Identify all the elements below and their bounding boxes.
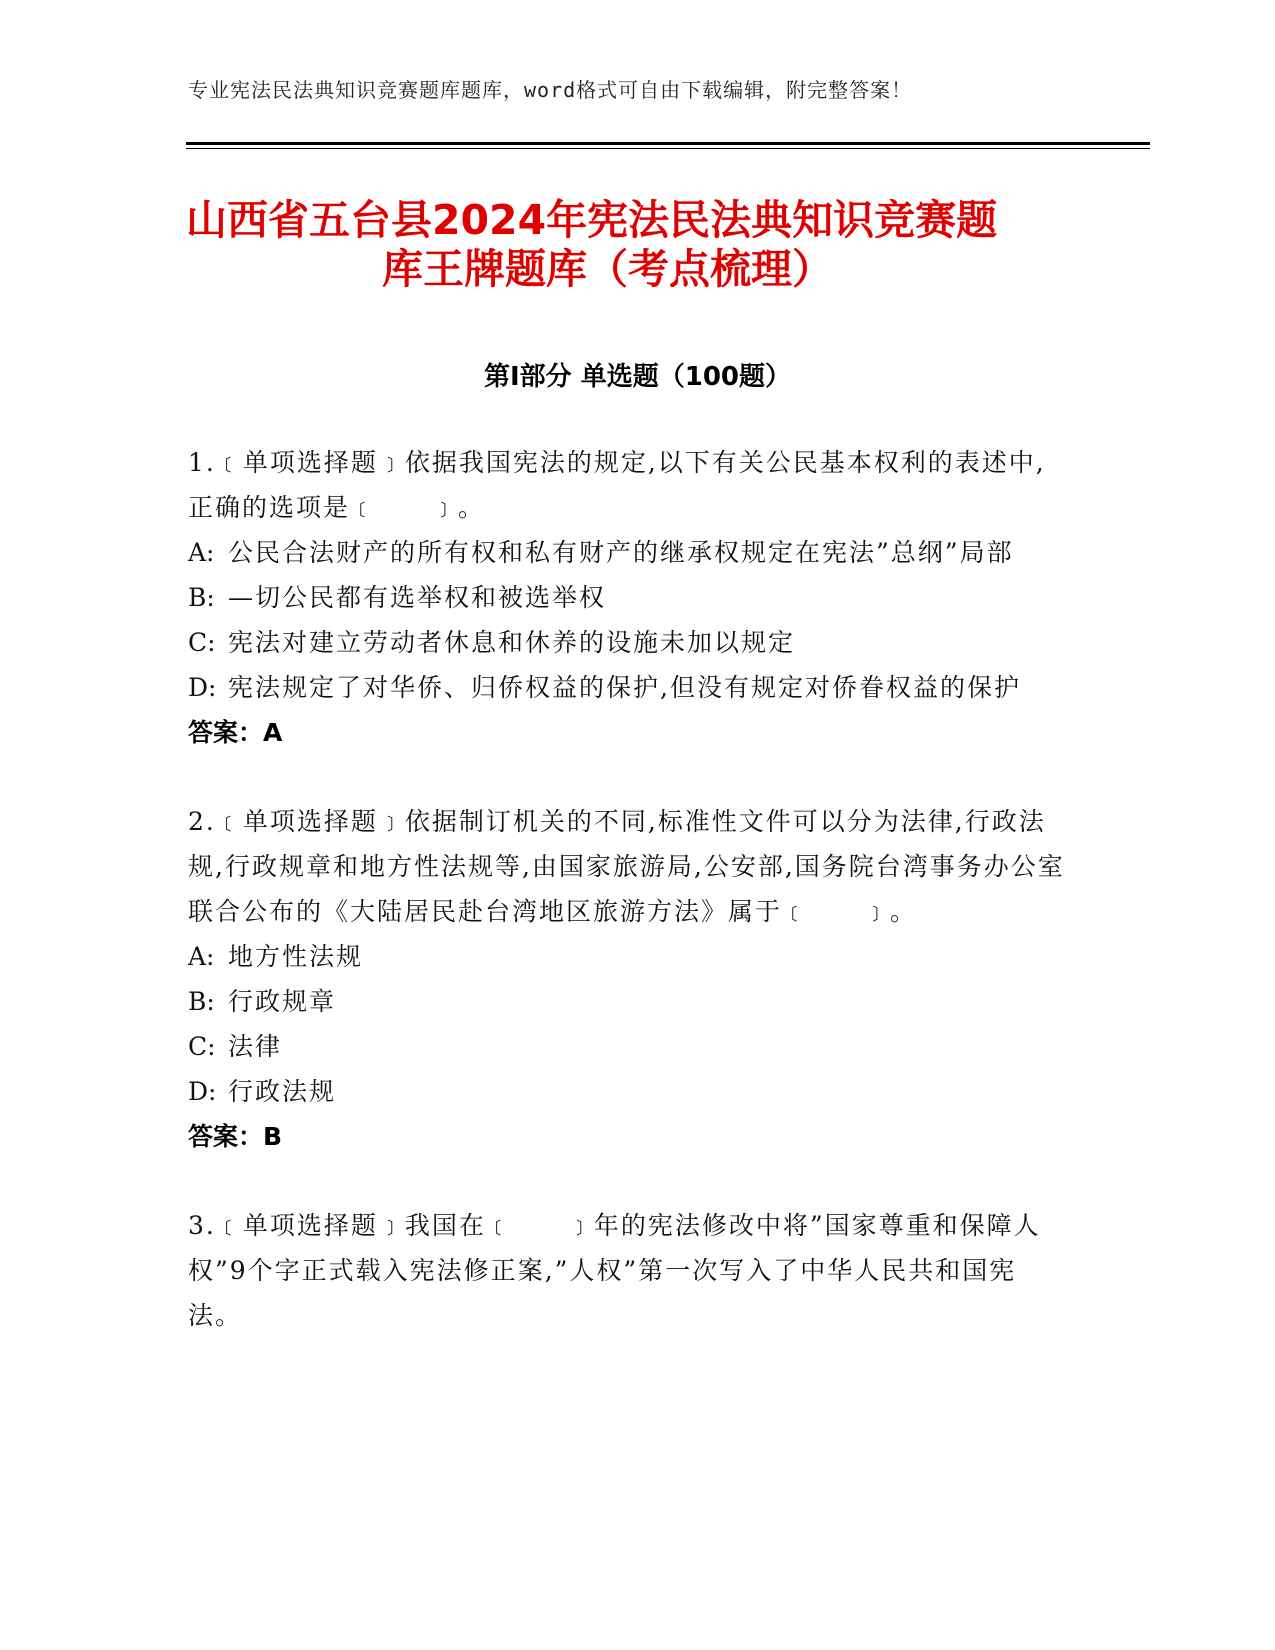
option-text: —切公民都有选举权和被选举权 — [228, 583, 607, 612]
option-text: 宪法规定了对华侨、归侨权益的保护,但没有规定对侨眷权益的保护 — [228, 673, 1021, 702]
answer-line: 答案：A — [188, 718, 283, 747]
option-text: 地方性法规 — [228, 942, 364, 971]
header-note: 专业宪法民法典知识竞赛题库题库，word格式可自由下载编辑，附完整答案！ — [188, 78, 913, 102]
header-rule-thick — [186, 142, 1150, 145]
option-text: 行政法规 — [228, 1077, 337, 1106]
option-d — [188, 1069, 1068, 1114]
document-title-line-2: 库王牌题库（考点梳理） — [382, 245, 833, 293]
option-key: B: — [188, 987, 215, 1016]
question-stem: 2.﹝单项选择题﹞依据制订机关的不同,标准性文件可以分为法律,行政法规,行政规章和地方性法规等,由国家旅游局,公安部,国务院台湾事务办公室联合公布的《大陆居民赴台湾地区旅游方法》属于﹝ ﹞。 — [188, 807, 1065, 926]
option-a — [188, 934, 1068, 979]
document-title-line-1: 山西省五台县2024年宪法民法典知识竞赛题 — [186, 196, 998, 244]
option-key: D: — [188, 673, 217, 702]
header-rule-thin — [186, 148, 1150, 149]
document-title — [186, 196, 1086, 294]
option-key: C: — [188, 628, 216, 657]
option-key: C: — [188, 1032, 216, 1061]
question-3 — [188, 1203, 1068, 1338]
option-text: 法律 — [228, 1032, 283, 1061]
section-heading: 第I部分 单选题（100题） — [484, 362, 791, 392]
option-b — [188, 979, 1068, 1024]
option-a — [188, 530, 1068, 575]
question-stem: 3.﹝单项选择题﹞我国在﹝ ﹞年的宪法修改中将”国家尊重和保障人权”9个字正式载入宪法修正案,”人权”第一次写入了中华人民共和国宪法。 — [188, 1211, 1041, 1330]
question-list — [188, 440, 1068, 1382]
option-key: A: — [188, 942, 215, 971]
answer-line: 答案：B — [188, 1122, 283, 1151]
option-key: A: — [188, 538, 215, 567]
option-key: D: — [188, 1077, 217, 1106]
option-d — [188, 665, 1068, 710]
option-text: 公民合法财产的所有权和私有财产的继承权规定在宪法”总纲”局部 — [228, 538, 1014, 567]
question-1 — [188, 440, 1068, 755]
option-key: B: — [188, 583, 215, 612]
option-b — [188, 575, 1068, 620]
option-c — [188, 620, 1068, 665]
question-stem: 1.﹝单项选择题﹞依据我国宪法的规定,以下有关公民基本权利的表述中,正确的选项是﹝ ﹞。 — [188, 448, 1046, 522]
question-2 — [188, 799, 1068, 1159]
option-c — [188, 1024, 1068, 1069]
option-text: 宪法对建立劳动者休息和休养的设施未加以规定 — [228, 628, 796, 657]
option-text: 行政规章 — [228, 987, 337, 1016]
